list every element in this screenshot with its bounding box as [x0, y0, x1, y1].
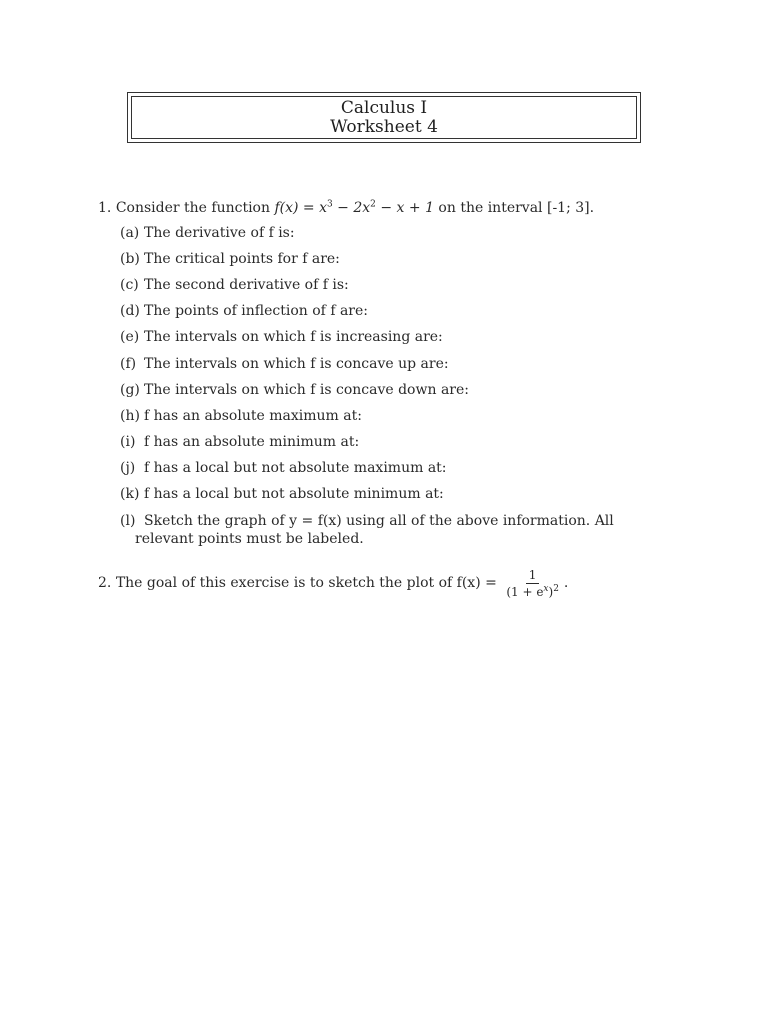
part-label: (d)	[120, 303, 140, 319]
problem-1-text-before: Consider the function	[115, 200, 275, 216]
part-label: (f)	[120, 356, 137, 372]
part-item	[120, 459, 447, 477]
problem-1-statement	[98, 199, 594, 217]
part-text: f has a local but not absolute minimum at:	[144, 486, 444, 502]
part-text: The intervals on which f is concave up are:	[144, 356, 449, 372]
part-label: (c)	[120, 277, 139, 293]
part-item	[120, 224, 295, 242]
part-label: (j)	[120, 460, 136, 476]
part-label: (a)	[120, 225, 140, 241]
part-item	[120, 485, 444, 503]
part-item	[120, 433, 359, 451]
part-item	[120, 302, 368, 320]
exponent-3: 3	[327, 199, 333, 210]
fraction	[503, 567, 562, 600]
part-text: The intervals on which f is increasing are:	[144, 329, 443, 345]
part-label: (e)	[120, 329, 140, 345]
part-item	[120, 250, 340, 268]
part-label: (b)	[120, 251, 140, 267]
part-text: f has a local but not absolute maximum at:	[144, 460, 447, 476]
worksheet-title: Worksheet 4	[330, 116, 438, 137]
part-label: (g)	[120, 382, 140, 398]
part-text: Sketch the graph of y = f(x) using all of the above information. All	[144, 513, 614, 529]
problem-2-trailing: .	[563, 575, 569, 591]
part-text: f has an absolute minimum at:	[144, 434, 360, 450]
part-item	[120, 381, 469, 399]
denominator-close: )	[548, 584, 554, 599]
denominator-base: (1 + e	[506, 584, 544, 599]
part-text: f has an absolute maximum at:	[144, 408, 362, 424]
part-item	[120, 407, 362, 425]
part-label: (l)	[120, 513, 136, 529]
title-box	[127, 92, 641, 143]
part-l-continued: relevant points must be labeled.	[135, 531, 364, 547]
part-text: The critical points for f are:	[144, 251, 340, 267]
course-title: Calculus I	[340, 97, 428, 118]
problem-2-number: 2.	[98, 575, 112, 591]
fraction-denominator	[503, 584, 562, 600]
denominator-exp: x	[543, 583, 549, 594]
part-label: (k)	[120, 486, 140, 502]
title-box-inner	[131, 96, 637, 139]
part-item	[120, 512, 614, 530]
function-lhs: f(x) = x	[274, 200, 327, 216]
part-text: The second derivative of f is:	[144, 277, 349, 293]
fraction-numerator: 1	[526, 567, 540, 584]
part-label: (h)	[120, 408, 140, 424]
part-label: (i)	[120, 434, 136, 450]
denominator-power: 2	[553, 583, 559, 594]
part-text: The intervals on which f is concave down are:	[144, 382, 469, 398]
part-text: The derivative of f is:	[144, 225, 295, 241]
problem-1-text-after: on the interval [-1; 3].	[433, 200, 595, 216]
function-term-2x: − 2x	[332, 200, 371, 216]
problem-2-text: The goal of this exercise is to sketch the plot of f(x) =	[115, 575, 502, 591]
exponent-2: 2	[370, 199, 376, 210]
function-rest: − x + 1	[375, 200, 434, 216]
part-item	[120, 355, 449, 373]
part-item	[120, 276, 349, 294]
part-item	[120, 328, 443, 346]
problem-1-number: 1.	[98, 200, 112, 216]
part-text: The points of inflection of f are:	[144, 303, 368, 319]
problem-2-statement	[98, 566, 568, 600]
